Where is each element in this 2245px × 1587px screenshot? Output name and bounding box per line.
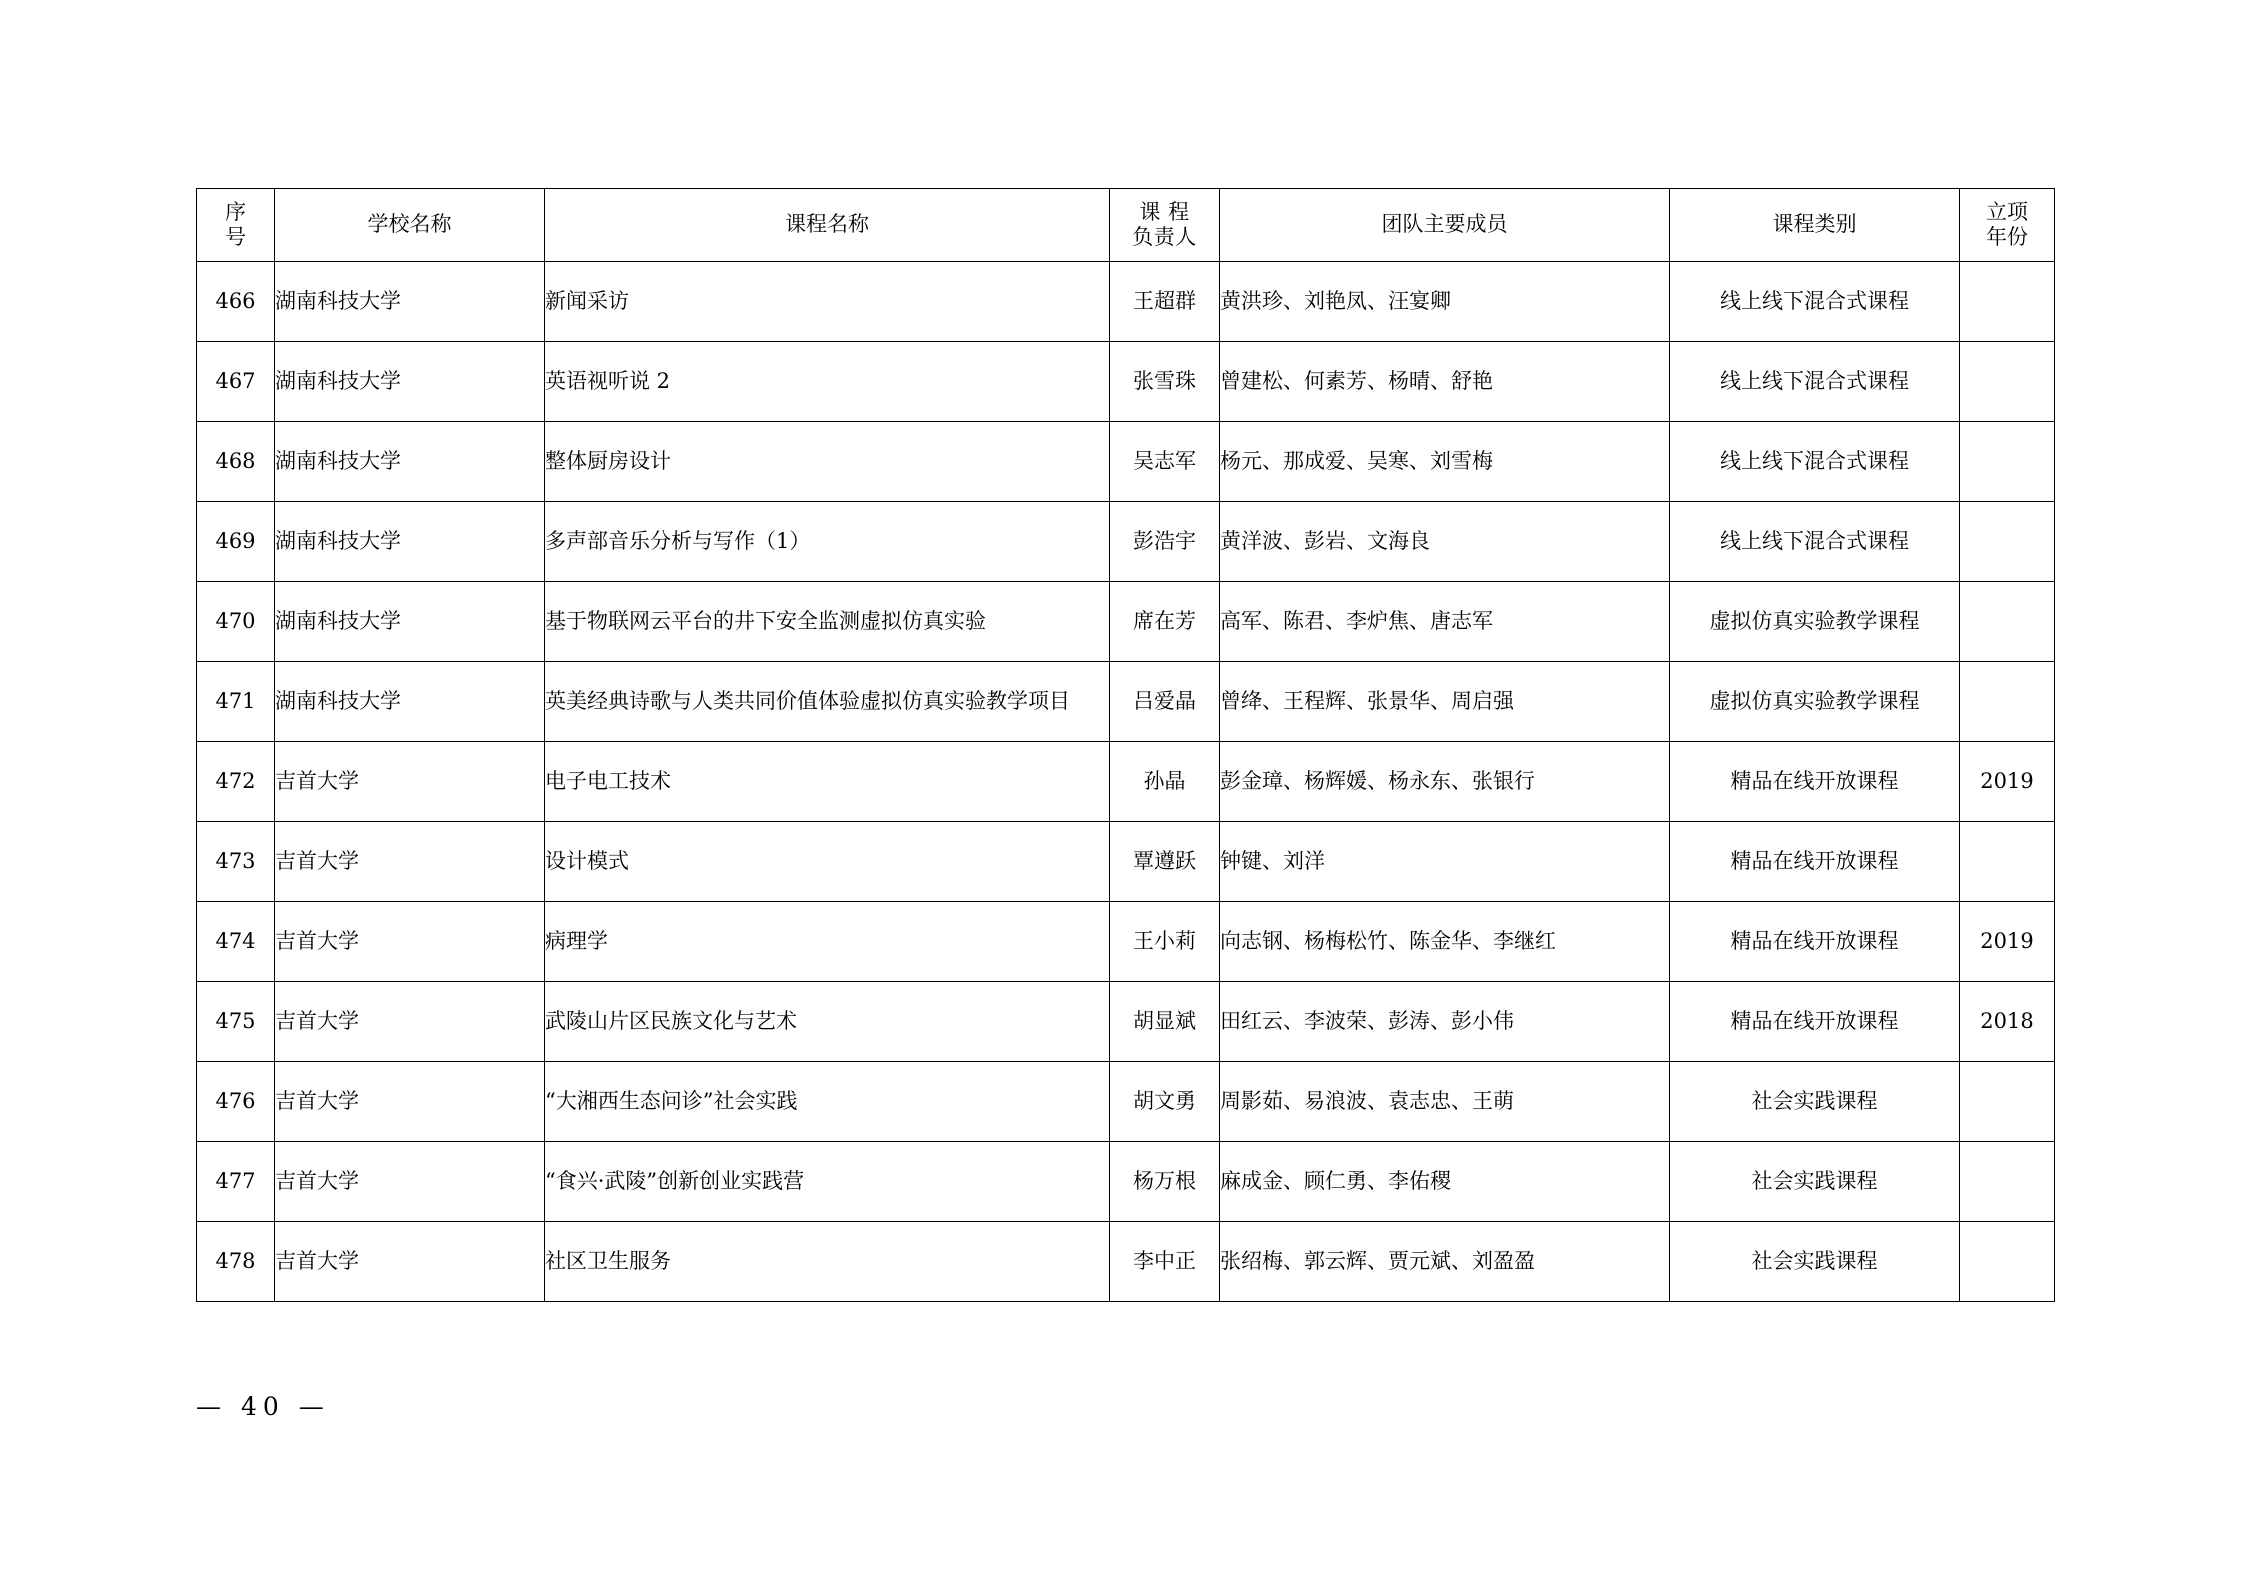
cell-category: 精品在线开放课程 (1670, 742, 1960, 822)
cell-seq: 473 (197, 822, 275, 902)
header-cell-seq (197, 189, 275, 262)
cell-category: 线上线下混合式课程 (1670, 422, 1960, 502)
cell-school: 湖南科技大学 (275, 262, 545, 342)
cell-leader: 张雪珠 (1110, 342, 1220, 422)
table-row (197, 582, 2055, 662)
cell-members: 麻成金、顾仁勇、李佑稷 (1220, 1142, 1670, 1222)
header-cell-course: 课程名称 (545, 189, 1110, 262)
cell-course: 基于物联网云平台的井下安全监测虚拟仿真实验 (545, 582, 1110, 662)
cell-members: 杨元、那成爱、吴寒、刘雪梅 (1220, 422, 1670, 502)
cell-course: 武陵山片区民族文化与艺术 (545, 982, 1110, 1062)
cell-year (1960, 502, 2055, 582)
cell-course: 英美经典诗歌与人类共同价值体验虚拟仿真实验教学项目 (545, 662, 1110, 742)
cell-leader: 吕爱晶 (1110, 662, 1220, 742)
header-cell-leader (1110, 189, 1220, 262)
cell-seq: 467 (197, 342, 275, 422)
cell-members: 彭金璋、杨辉媛、杨永东、张银行 (1220, 742, 1670, 822)
cell-course: 整体厨房设计 (545, 422, 1110, 502)
cell-seq: 472 (197, 742, 275, 822)
cell-course: 病理学 (545, 902, 1110, 982)
cell-school: 湖南科技大学 (275, 502, 545, 582)
cell-leader: 吴志军 (1110, 422, 1220, 502)
header-cell-category: 课程类别 (1670, 189, 1960, 262)
cell-members: 向志钢、杨梅松竹、陈金华、李继红 (1220, 902, 1670, 982)
cell-seq: 478 (197, 1222, 275, 1302)
cell-course: 电子电工技术 (545, 742, 1110, 822)
cell-school: 吉首大学 (275, 1062, 545, 1142)
cell-seq: 477 (197, 1142, 275, 1222)
cell-school: 吉首大学 (275, 902, 545, 982)
cell-course: “食兴·武陵”创新创业实践营 (545, 1142, 1110, 1222)
cell-school: 吉首大学 (275, 742, 545, 822)
cell-year (1960, 342, 2055, 422)
cell-leader: 胡文勇 (1110, 1062, 1220, 1142)
cell-seq: 468 (197, 422, 275, 502)
cell-leader: 孙晶 (1110, 742, 1220, 822)
cell-category: 虚拟仿真实验教学课程 (1670, 582, 1960, 662)
table-row (197, 502, 2055, 582)
cell-seq: 470 (197, 582, 275, 662)
cell-category: 线上线下混合式课程 (1670, 342, 1960, 422)
cell-leader: 王超群 (1110, 262, 1220, 342)
cell-category: 精品在线开放课程 (1670, 822, 1960, 902)
table-row (197, 342, 2055, 422)
table-header-row (197, 189, 2055, 262)
table-header (197, 189, 2055, 262)
cell-year (1960, 582, 2055, 662)
cell-course: 英语视听说 2 (545, 342, 1110, 422)
cell-seq: 475 (197, 982, 275, 1062)
cell-members: 黄洋波、彭岩、文海良 (1220, 502, 1670, 582)
cell-category: 线上线下混合式课程 (1670, 262, 1960, 342)
cell-seq: 466 (197, 262, 275, 342)
cell-course: 设计模式 (545, 822, 1110, 902)
course-table-container (196, 188, 2054, 1302)
cell-category: 精品在线开放课程 (1670, 902, 1960, 982)
cell-school: 湖南科技大学 (275, 662, 545, 742)
cell-school: 湖南科技大学 (275, 342, 545, 422)
table-row (197, 822, 2055, 902)
cell-leader: 席在芳 (1110, 582, 1220, 662)
cell-seq: 476 (197, 1062, 275, 1142)
cell-course: 新闻采访 (545, 262, 1110, 342)
cell-school: 吉首大学 (275, 982, 545, 1062)
cell-category: 精品在线开放课程 (1670, 982, 1960, 1062)
table-row (197, 1062, 2055, 1142)
table-body (197, 262, 2055, 1302)
header-leader-line2: 负责人 (1132, 225, 1197, 249)
cell-school: 吉首大学 (275, 822, 545, 902)
cell-seq: 474 (197, 902, 275, 982)
table-row (197, 662, 2055, 742)
table-row (197, 902, 2055, 982)
header-year-line2: 年份 (1986, 225, 2028, 249)
header-cell-members: 团队主要成员 (1220, 189, 1670, 262)
cell-year: 2019 (1960, 902, 2055, 982)
cell-year (1960, 662, 2055, 742)
cell-members: 曾建松、何素芳、杨晴、舒艳 (1220, 342, 1670, 422)
cell-members: 曾绛、王程辉、张景华、周启强 (1220, 662, 1670, 742)
cell-school: 吉首大学 (275, 1222, 545, 1302)
cell-school: 湖南科技大学 (275, 582, 545, 662)
cell-members: 高军、陈君、李炉焦、唐志军 (1220, 582, 1670, 662)
cell-members: 田红云、李波荣、彭涛、彭小伟 (1220, 982, 1670, 1062)
cell-year (1960, 1142, 2055, 1222)
cell-seq: 471 (197, 662, 275, 742)
header-year-line1: 立项 (1986, 200, 2028, 225)
cell-leader: 杨万根 (1110, 1142, 1220, 1222)
cell-category: 社会实践课程 (1670, 1062, 1960, 1142)
table-row (197, 742, 2055, 822)
header-cell-school: 学校名称 (275, 189, 545, 262)
header-seq-line1: 序 (225, 200, 246, 225)
cell-year: 2019 (1960, 742, 2055, 822)
table-row (197, 982, 2055, 1062)
cell-seq: 469 (197, 502, 275, 582)
cell-members: 黄洪珍、刘艳凤、汪宴卿 (1220, 262, 1670, 342)
cell-category: 虚拟仿真实验教学课程 (1670, 662, 1960, 742)
cell-category: 社会实践课程 (1670, 1222, 1960, 1302)
cell-school: 吉首大学 (275, 1142, 545, 1222)
cell-year (1960, 1062, 2055, 1142)
cell-leader: 胡显斌 (1110, 982, 1220, 1062)
header-leader-line1: 课 程 (1139, 199, 1190, 224)
cell-year (1960, 422, 2055, 502)
header-cell-year (1960, 189, 2055, 262)
cell-course: “大湘西生态问诊”社会实践 (545, 1062, 1110, 1142)
cell-leader: 彭浩宇 (1110, 502, 1220, 582)
page-number: — 40 — (196, 1392, 330, 1421)
cell-year (1960, 262, 2055, 342)
cell-category: 社会实践课程 (1670, 1142, 1960, 1222)
cell-leader: 李中正 (1110, 1222, 1220, 1302)
cell-members: 钟键、刘洋 (1220, 822, 1670, 902)
cell-school: 湖南科技大学 (275, 422, 545, 502)
table-row (197, 1222, 2055, 1302)
table-row (197, 422, 2055, 502)
cell-members: 张绍梅、郭云辉、贾元斌、刘盈盈 (1220, 1222, 1670, 1302)
cell-course: 多声部音乐分析与写作（1） (545, 502, 1110, 582)
cell-leader: 王小莉 (1110, 902, 1220, 982)
table-row (197, 1142, 2055, 1222)
cell-year: 2018 (1960, 982, 2055, 1062)
course-list-table (196, 188, 2055, 1302)
table-row (197, 262, 2055, 342)
cell-category: 线上线下混合式课程 (1670, 502, 1960, 582)
cell-course: 社区卫生服务 (545, 1222, 1110, 1302)
cell-year (1960, 1222, 2055, 1302)
header-seq-line2: 号 (225, 225, 246, 249)
cell-year (1960, 822, 2055, 902)
cell-leader: 覃遵跃 (1110, 822, 1220, 902)
cell-members: 周影茹、易浪波、袁志忠、王萌 (1220, 1062, 1670, 1142)
